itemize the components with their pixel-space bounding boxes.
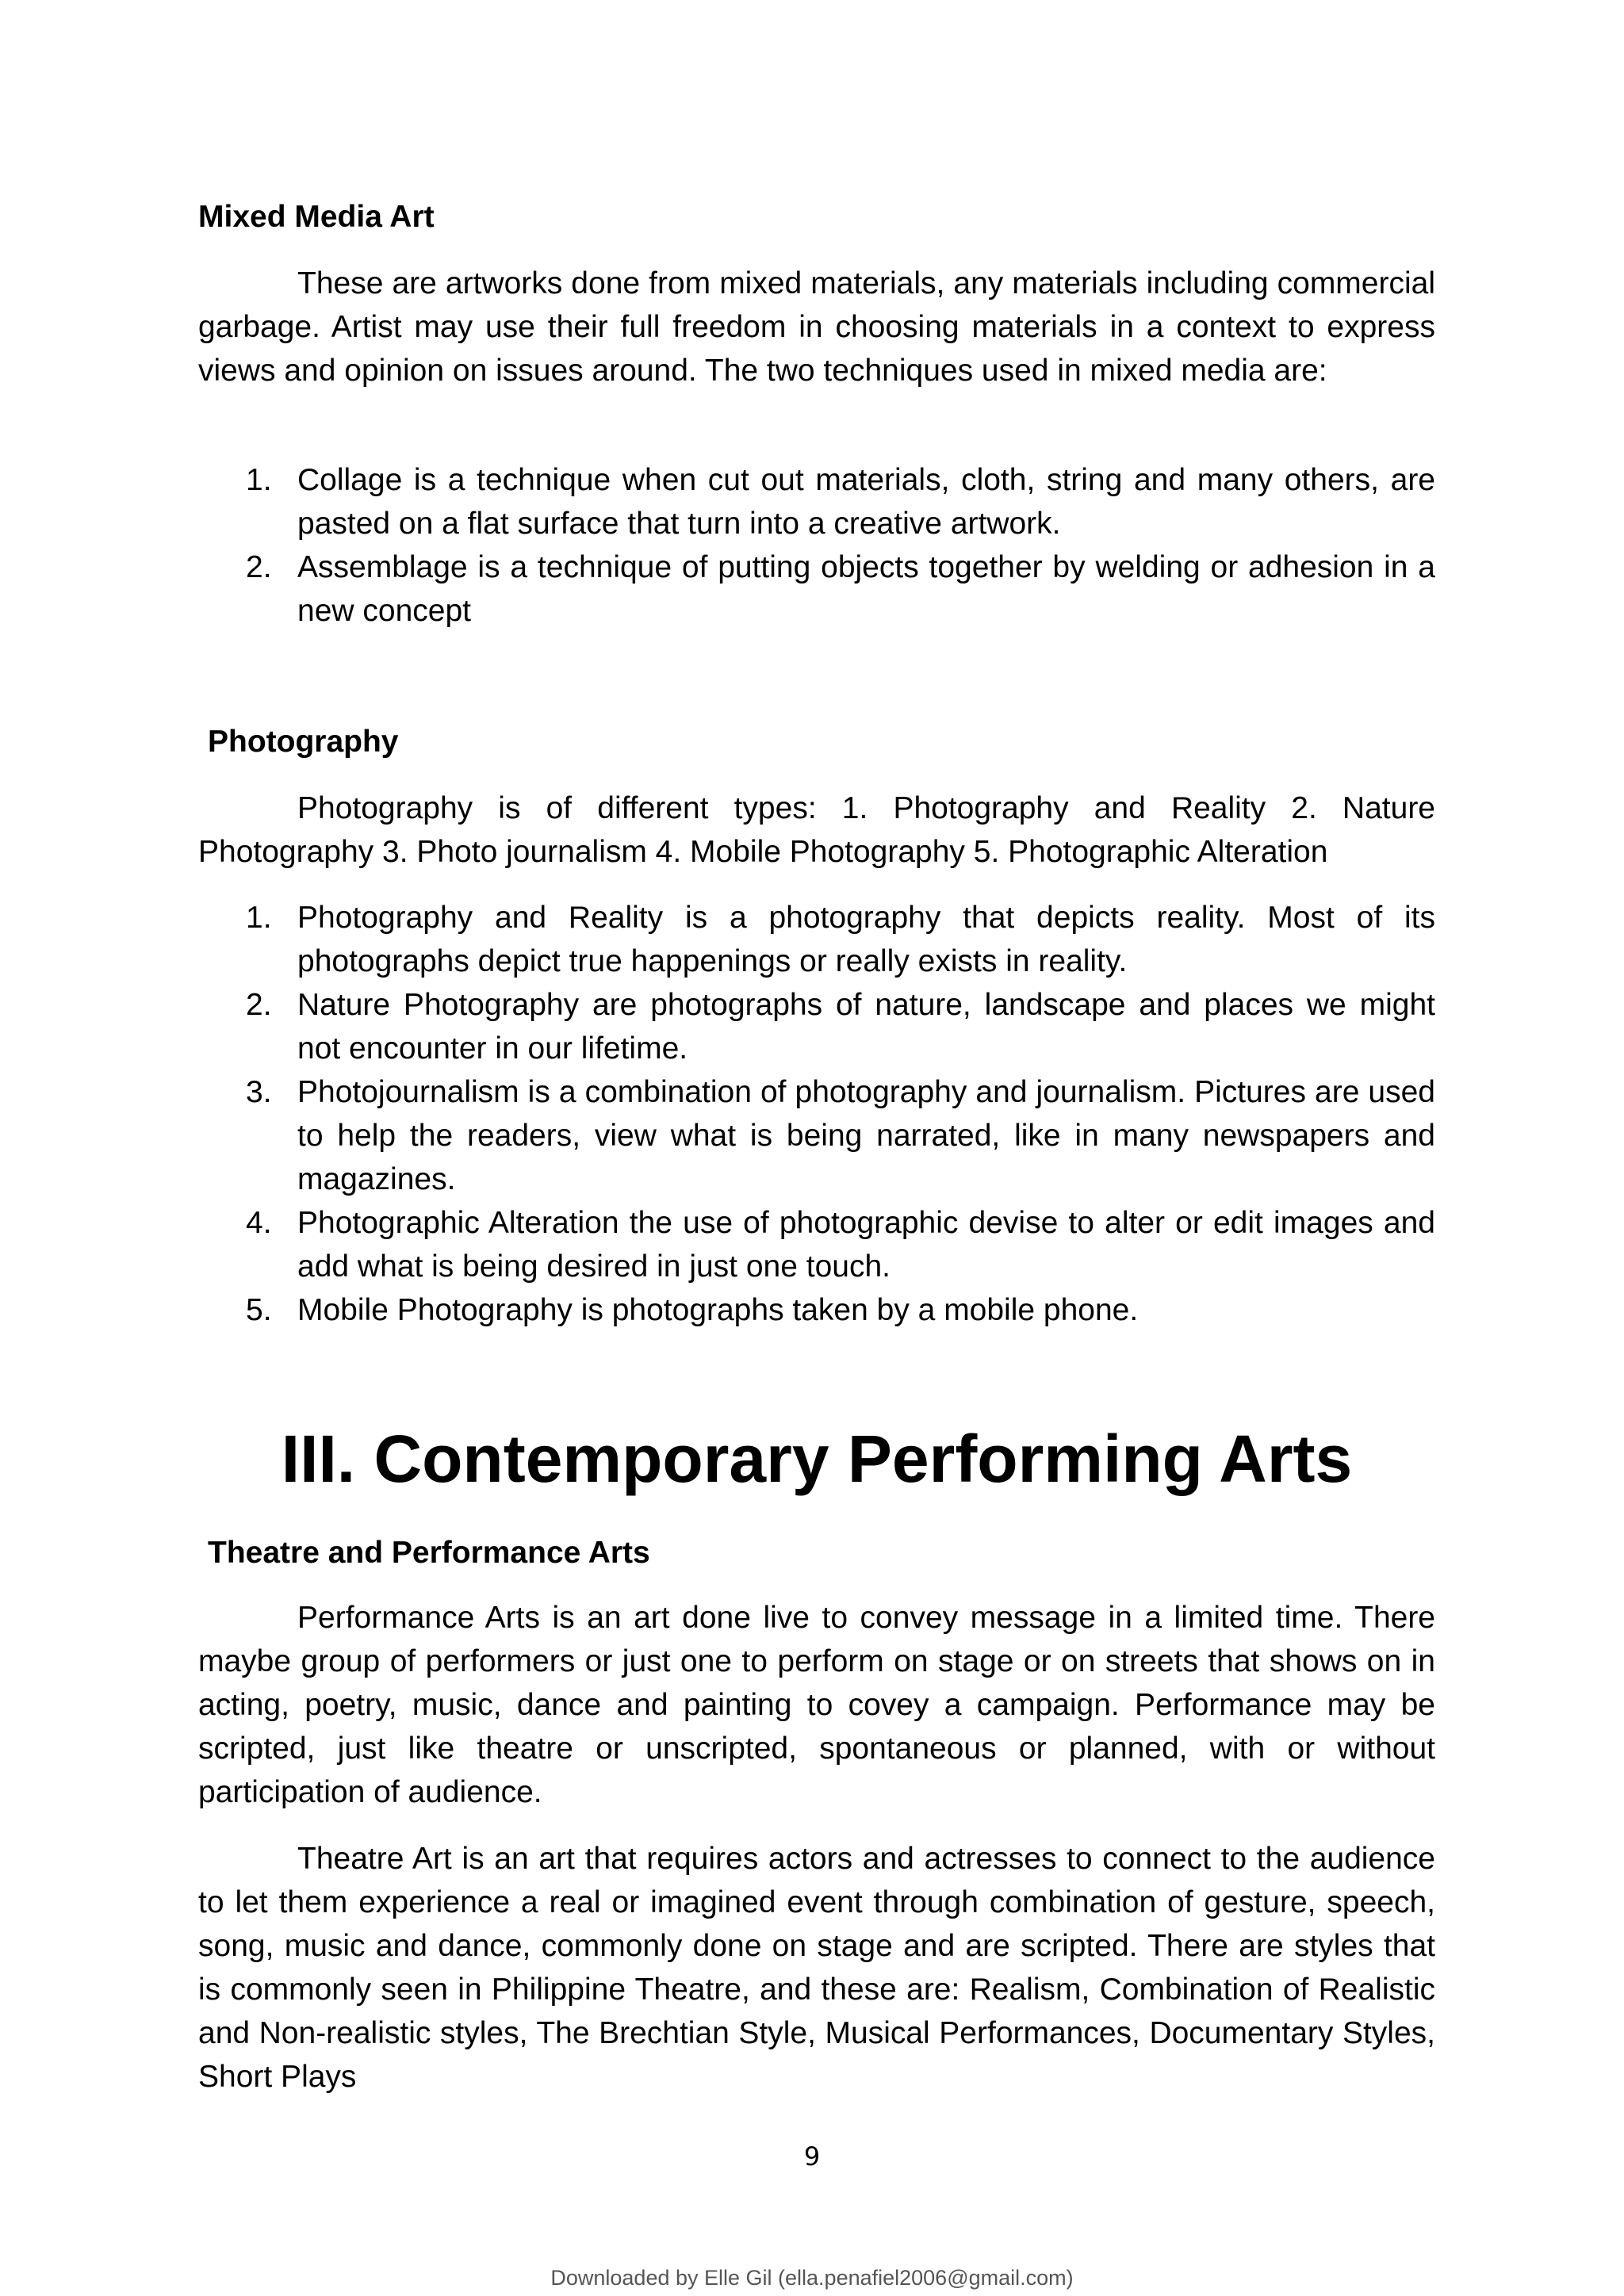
mixed-media-heading: Mixed Media Art (198, 200, 435, 234)
list-item (198, 1288, 1435, 1332)
list-item (198, 1201, 1435, 1288)
list-item-number: 1. (246, 463, 272, 497)
list-item (198, 896, 1435, 983)
list-item-text: Photojournalism is a combination of photography and journalism. Pictures are used to help the readers, view what is being narrated, like in many newspapers and magazines. (297, 1075, 1435, 1196)
section-title: III. Contemporary Performing Arts (281, 1422, 1353, 1496)
photography-paragraph: Photography is of different types: 1. Photography and Reality 2. Nature Photography 3. Photo journalism 4. Mobile Photography 5. Photographic Alteration (198, 791, 1435, 869)
list-item-text: Assemblage is a technique of putting objects together by welding or adhesion in a new concept (297, 550, 1435, 628)
list-item-number: 2. (246, 550, 272, 584)
list-item-text: Photographic Alteration the use of photographic devise to alter or edit images and add what is being desired in just one touch. (297, 1206, 1435, 1284)
list-item-text: Nature Photography are photographs of nature, landscape and places we might not encounter in our lifetime. (297, 988, 1435, 1066)
mixed-media-paragraph: These are artworks done from mixed materials, any materials including commercial garbage. Artist may use their full freedom in choosing materials in a context to express views and opinion on issues around. The two techniques used in mixed media are: (198, 266, 1435, 388)
performance-arts-paragraph: Performance Arts is an art done live to convey message in a limited time. There maybe group of performers or just one to perform on stage or on streets that shows on in acting, poetry, music, dance and painting to covey a campaign. Performance may be scripted, just like theatre or unscripted, spontaneous or planned, with or without participation of audience. (198, 1601, 1435, 1809)
list-item-number: 1. (246, 901, 272, 935)
list-item-text: Photography and Reality is a photography that depicts reality. Most of its photographs depict true happenings or really exists in reality. (297, 901, 1435, 978)
theatre-art-paragraph: Theatre Art is an art that requires actors and actresses to connect to the audience to let them experience a real or imagined event through combination of gesture, speech, song, music and dance, commonly done on stage and are scripted. There are styles that is commonly seen in Philippine Theatre, and these are: Realism, Combination of Realistic and Non-realistic styles, The Brechtian Style, Musical Performances, Documentary Styles, Short Plays (198, 1842, 1435, 2094)
mixed-media-list (198, 458, 1435, 633)
list-item-text: Collage is a technique when cut out materials, cloth, string and many others, are pasted on a flat surface that turn into a creative artwork. (297, 463, 1435, 541)
page-number: 9 (803, 2141, 821, 2172)
photography-heading: Photography (208, 725, 399, 759)
list-item (198, 545, 1435, 633)
list-item-text: Mobile Photography is photographs taken by a mobile phone. (297, 1293, 1139, 1327)
list-item (198, 983, 1435, 1070)
photography-list (198, 896, 1435, 1332)
theatre-heading: Theatre and Performance Arts (208, 1536, 650, 1570)
list-item-number: 5. (246, 1293, 272, 1327)
list-item (198, 458, 1435, 545)
list-item-number: 4. (246, 1206, 272, 1240)
list-item (198, 1070, 1435, 1201)
list-item-number: 2. (246, 988, 272, 1022)
download-footer: Downloaded by Elle Gil (ella.penafiel2006@gmail.com) (550, 2266, 1074, 2290)
list-item-number: 3. (246, 1075, 272, 1109)
